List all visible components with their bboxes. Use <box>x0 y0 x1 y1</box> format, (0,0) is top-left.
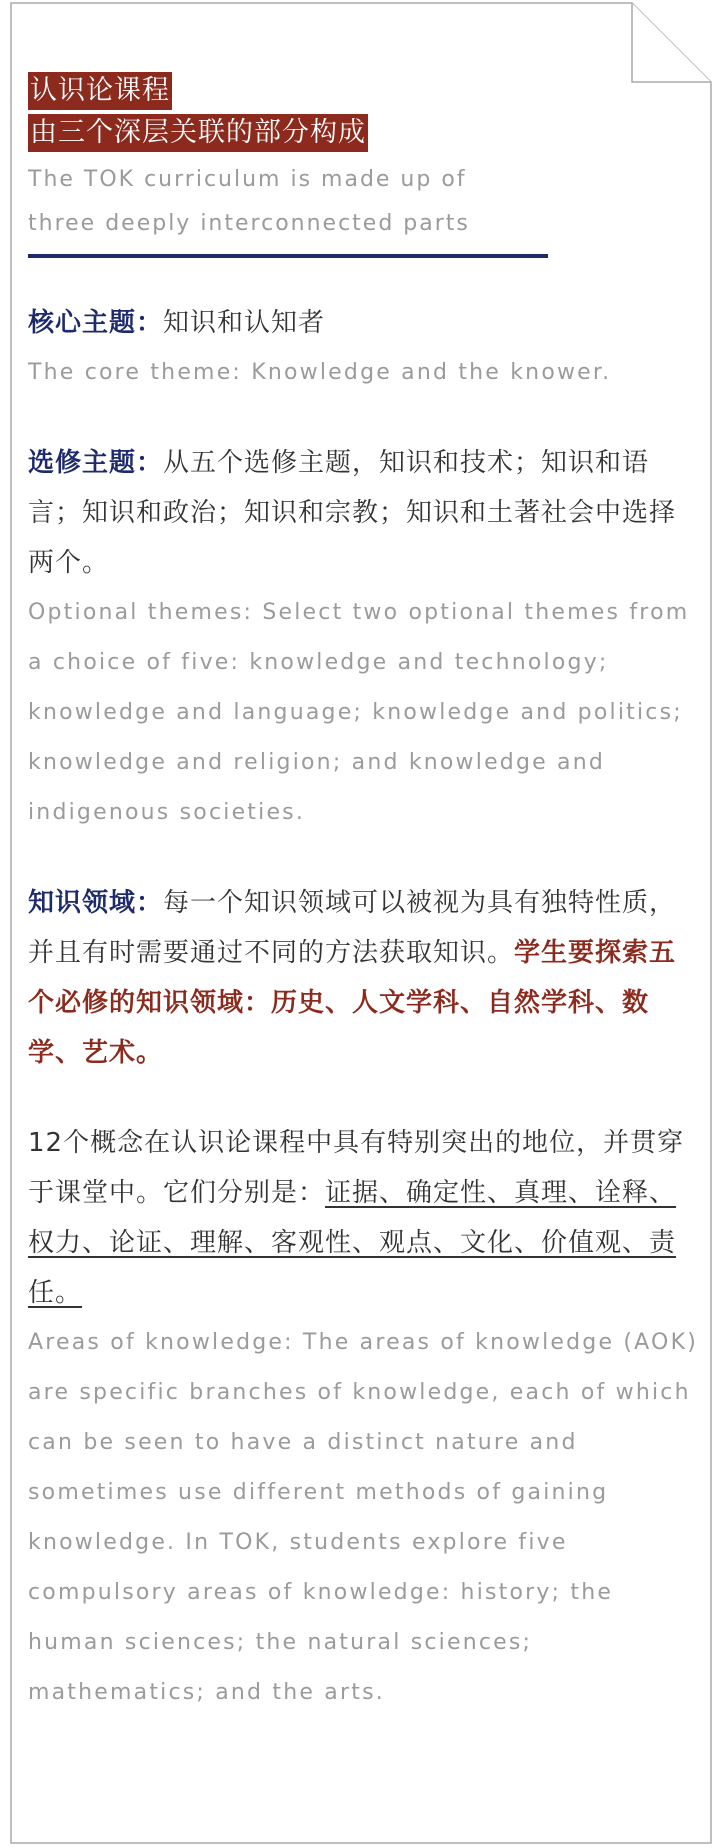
aok-text: 每一个知识领域可以被视为具有独特性质，并且有时需要通过不同的方法获取知识。 <box>28 888 677 968</box>
core-theme-en: The core theme: Knowledge and the knower. <box>28 360 612 385</box>
aok-emphasis: 学生要探索五个必修的知识领域：历史、人文学科、自然学科、数学、艺术。 <box>28 938 677 1068</box>
page-subtitle-en-line2: three deeply interconnected parts <box>28 211 470 236</box>
core-theme-label: 核心主题： <box>28 308 164 338</box>
optional-themes-label: 选修主题： <box>28 448 164 478</box>
optional-themes-text: 从五个选修主题，知识和技术；知识和语言；知识和政治；知识和宗教；知识和土著社会中选择两个。 <box>28 448 677 578</box>
document-card <box>10 2 712 1844</box>
core-theme-text: 知识和认知者 <box>163 308 326 338</box>
content-column <box>28 72 698 1718</box>
aok-paragraph <box>28 878 698 1078</box>
concepts-list: 证据、确定性、真理、诠释、权力、论证、理解、客观性、观点、文化、价值观、责任。 <box>28 1178 677 1308</box>
page-title-zh-line2: 由三个深层关联的部分构成 <box>28 114 368 152</box>
optional-themes-paragraph <box>28 438 698 588</box>
optional-themes-en: Optional themes: Select two optional themes from a choice of five: knowledge and technology; knowledge and language; knowledge and politics; knowledge and religion; and knowledge and indigenous societies. <box>28 600 690 825</box>
core-theme-paragraph <box>28 298 698 348</box>
concepts-text: 12个概念在认识论课程中具有特别突出的地位，并贯穿于课堂中。它们分别是： <box>28 1128 685 1208</box>
concepts-paragraph <box>28 1118 698 1318</box>
page-title-zh-line1: 认识论课程 <box>28 72 172 110</box>
aok-en: Areas of knowledge: The areas of knowledge (AOK) are specific branches of knowledge, each of which can be seen to have a distinct nature and sometimes use different methods of gaining knowledge. In TOK, students explore five compulsory areas of knowledge: history; the human sciences; the natural sciences; mathematics; and the arts. <box>28 1330 698 1705</box>
title-block <box>28 72 698 258</box>
page-subtitle-en-line1: The TOK curriculum is made up of <box>28 167 467 192</box>
aok-label: 知识领域： <box>28 888 164 918</box>
